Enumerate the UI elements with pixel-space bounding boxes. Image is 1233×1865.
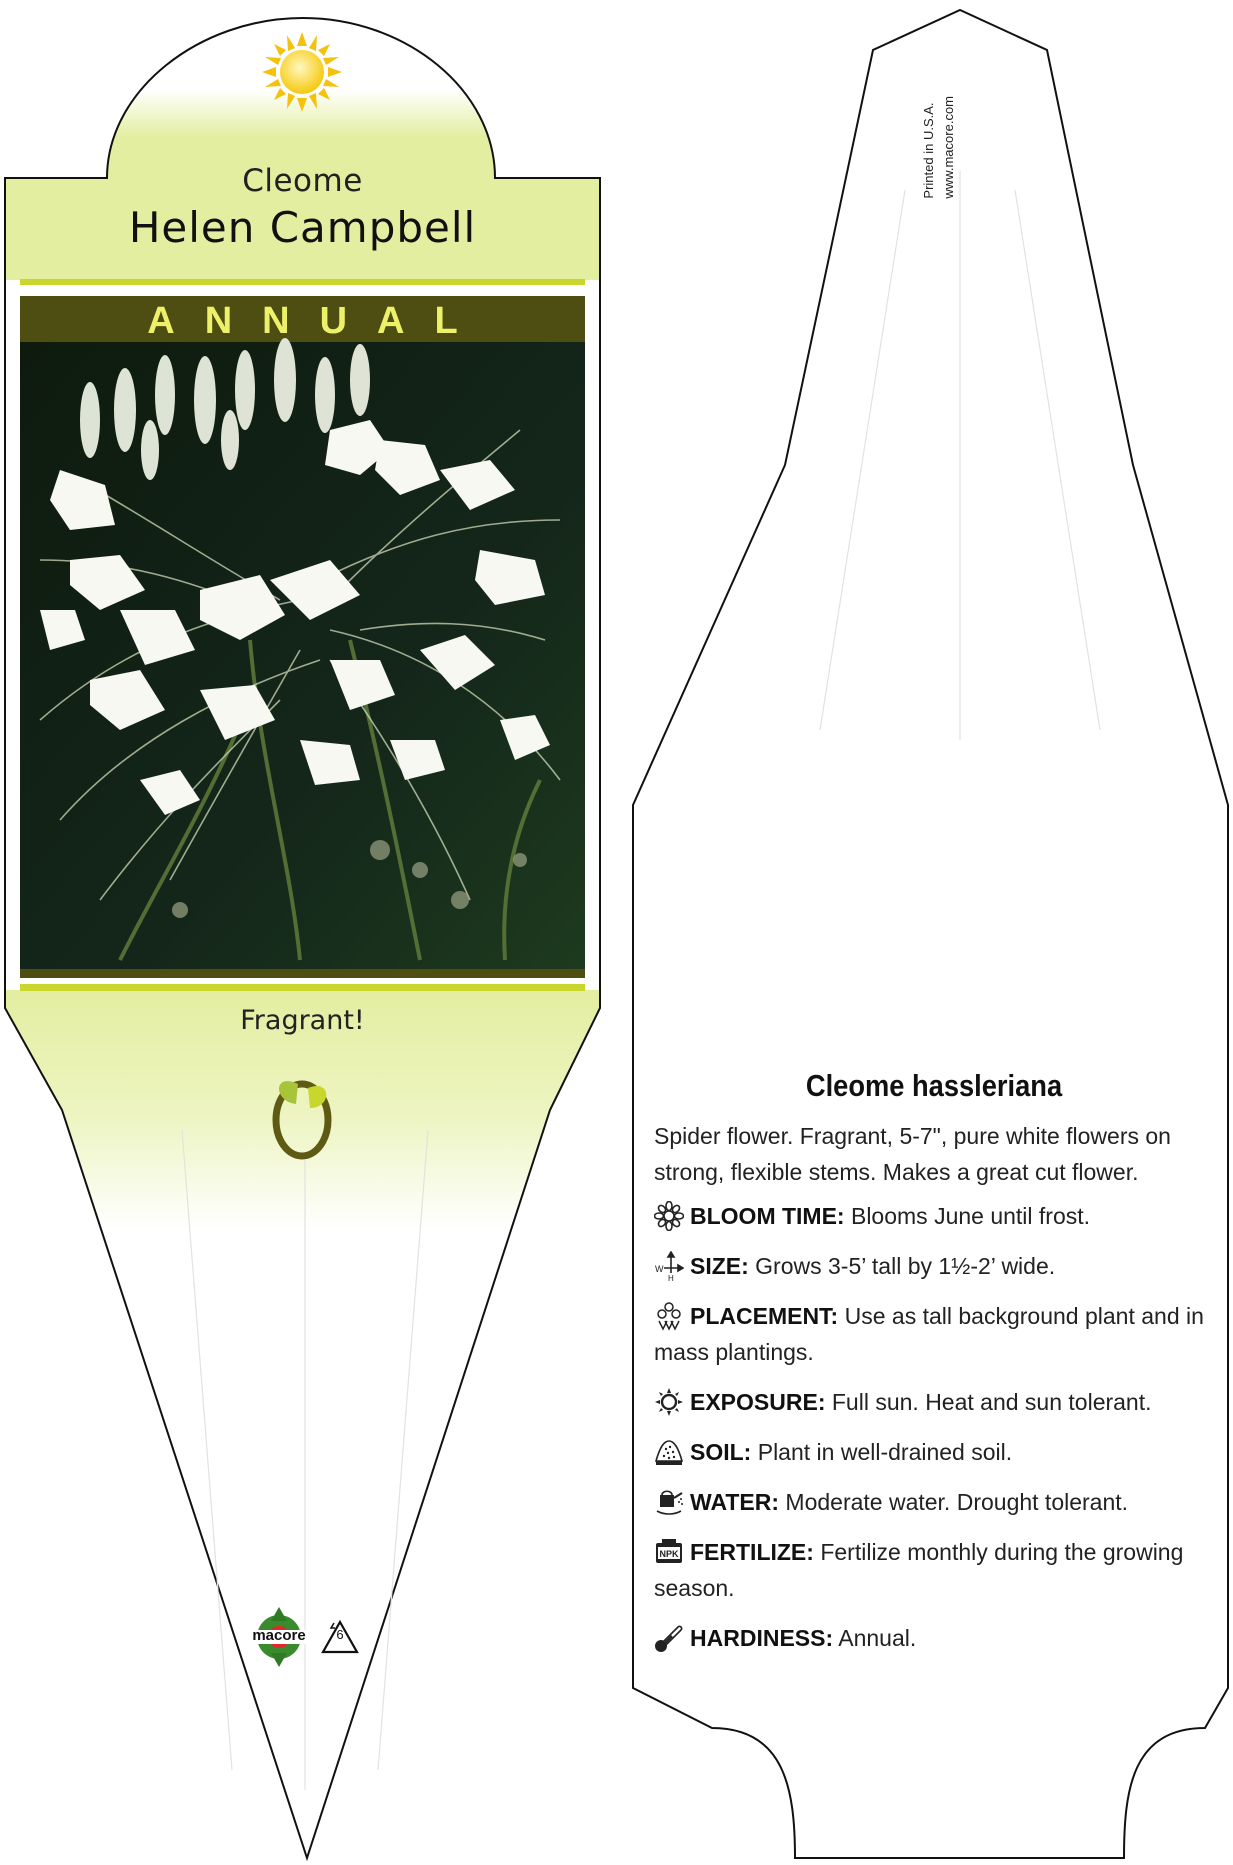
thermometer-icon xyxy=(654,1623,684,1653)
attr-text: Plant in well-drained soil. xyxy=(757,1439,1013,1465)
attr-text: Blooms June until frost. xyxy=(850,1203,1091,1229)
printed-in: Printed in U.S.A. xyxy=(921,102,936,199)
printer-credit xyxy=(919,96,959,199)
plant-genus: Cleome xyxy=(242,163,363,199)
attr-text: Use as tall background plant and in mass plantings. xyxy=(654,1303,1204,1365)
recycle-code: 6 xyxy=(336,1627,344,1642)
attr-label: SOIL: xyxy=(690,1439,752,1465)
attr-label: EXPOSURE: xyxy=(690,1389,826,1415)
attr-text: Grows 3-5’ tall by 1½-2’ wide. xyxy=(755,1253,1056,1279)
sun-icon xyxy=(262,32,342,112)
attr-water xyxy=(654,1484,1214,1520)
attr-exposure xyxy=(654,1384,1214,1420)
attr-label: FERTILIZE: xyxy=(690,1539,814,1565)
plants-icon xyxy=(654,1301,684,1331)
plant-photo xyxy=(20,338,585,969)
attr-size xyxy=(654,1248,1214,1284)
flower-icon xyxy=(654,1201,684,1231)
attr-label: WATER: xyxy=(690,1489,780,1515)
front-tag xyxy=(0,0,610,1865)
attr-text: Moderate water. Drought tolerant. xyxy=(785,1489,1129,1515)
size-w-glyph: W xyxy=(655,1264,664,1274)
attr-text: Full sun. Heat and sun tolerant. xyxy=(831,1389,1152,1415)
watering-can-icon xyxy=(654,1487,684,1517)
attr-soil xyxy=(654,1434,1214,1470)
brand-name: macore xyxy=(252,1627,306,1644)
attr-text: Annual. xyxy=(838,1625,917,1651)
attr-label: BLOOM TIME: xyxy=(690,1203,845,1229)
npk-icon xyxy=(654,1537,684,1567)
plant-description: Spider flower. Fragrant, 5-7", pure white flowers on strong, flexible stems. Makes a great cut flower. xyxy=(654,1123,1171,1185)
dimensions-icon xyxy=(654,1251,684,1281)
attr-placement xyxy=(654,1298,1214,1370)
sun-icon xyxy=(654,1387,684,1417)
care-info xyxy=(654,1068,1214,1670)
soil-icon xyxy=(654,1437,684,1467)
npk-label: NPK xyxy=(659,1549,679,1559)
attr-text: Fertilize monthly during the growing season. xyxy=(654,1539,1184,1601)
plant-type-band: ANNUAL xyxy=(147,300,488,342)
attr-label: HARDINESS: xyxy=(690,1625,834,1651)
plant-tagline: Fragrant! xyxy=(240,1005,365,1036)
attr-label: PLACEMENT: xyxy=(690,1303,839,1329)
size-h-glyph: H xyxy=(668,1274,674,1281)
attr-label: SIZE: xyxy=(690,1253,749,1279)
printer-website: www.macore.com xyxy=(941,96,956,199)
attr-bloom-time xyxy=(654,1198,1214,1234)
scientific-name: Cleome hassleriana xyxy=(805,1068,1063,1103)
plant-cultivar: Helen Campbell xyxy=(128,203,477,252)
attr-hardiness xyxy=(654,1620,1214,1656)
attr-fertilize xyxy=(654,1534,1214,1606)
